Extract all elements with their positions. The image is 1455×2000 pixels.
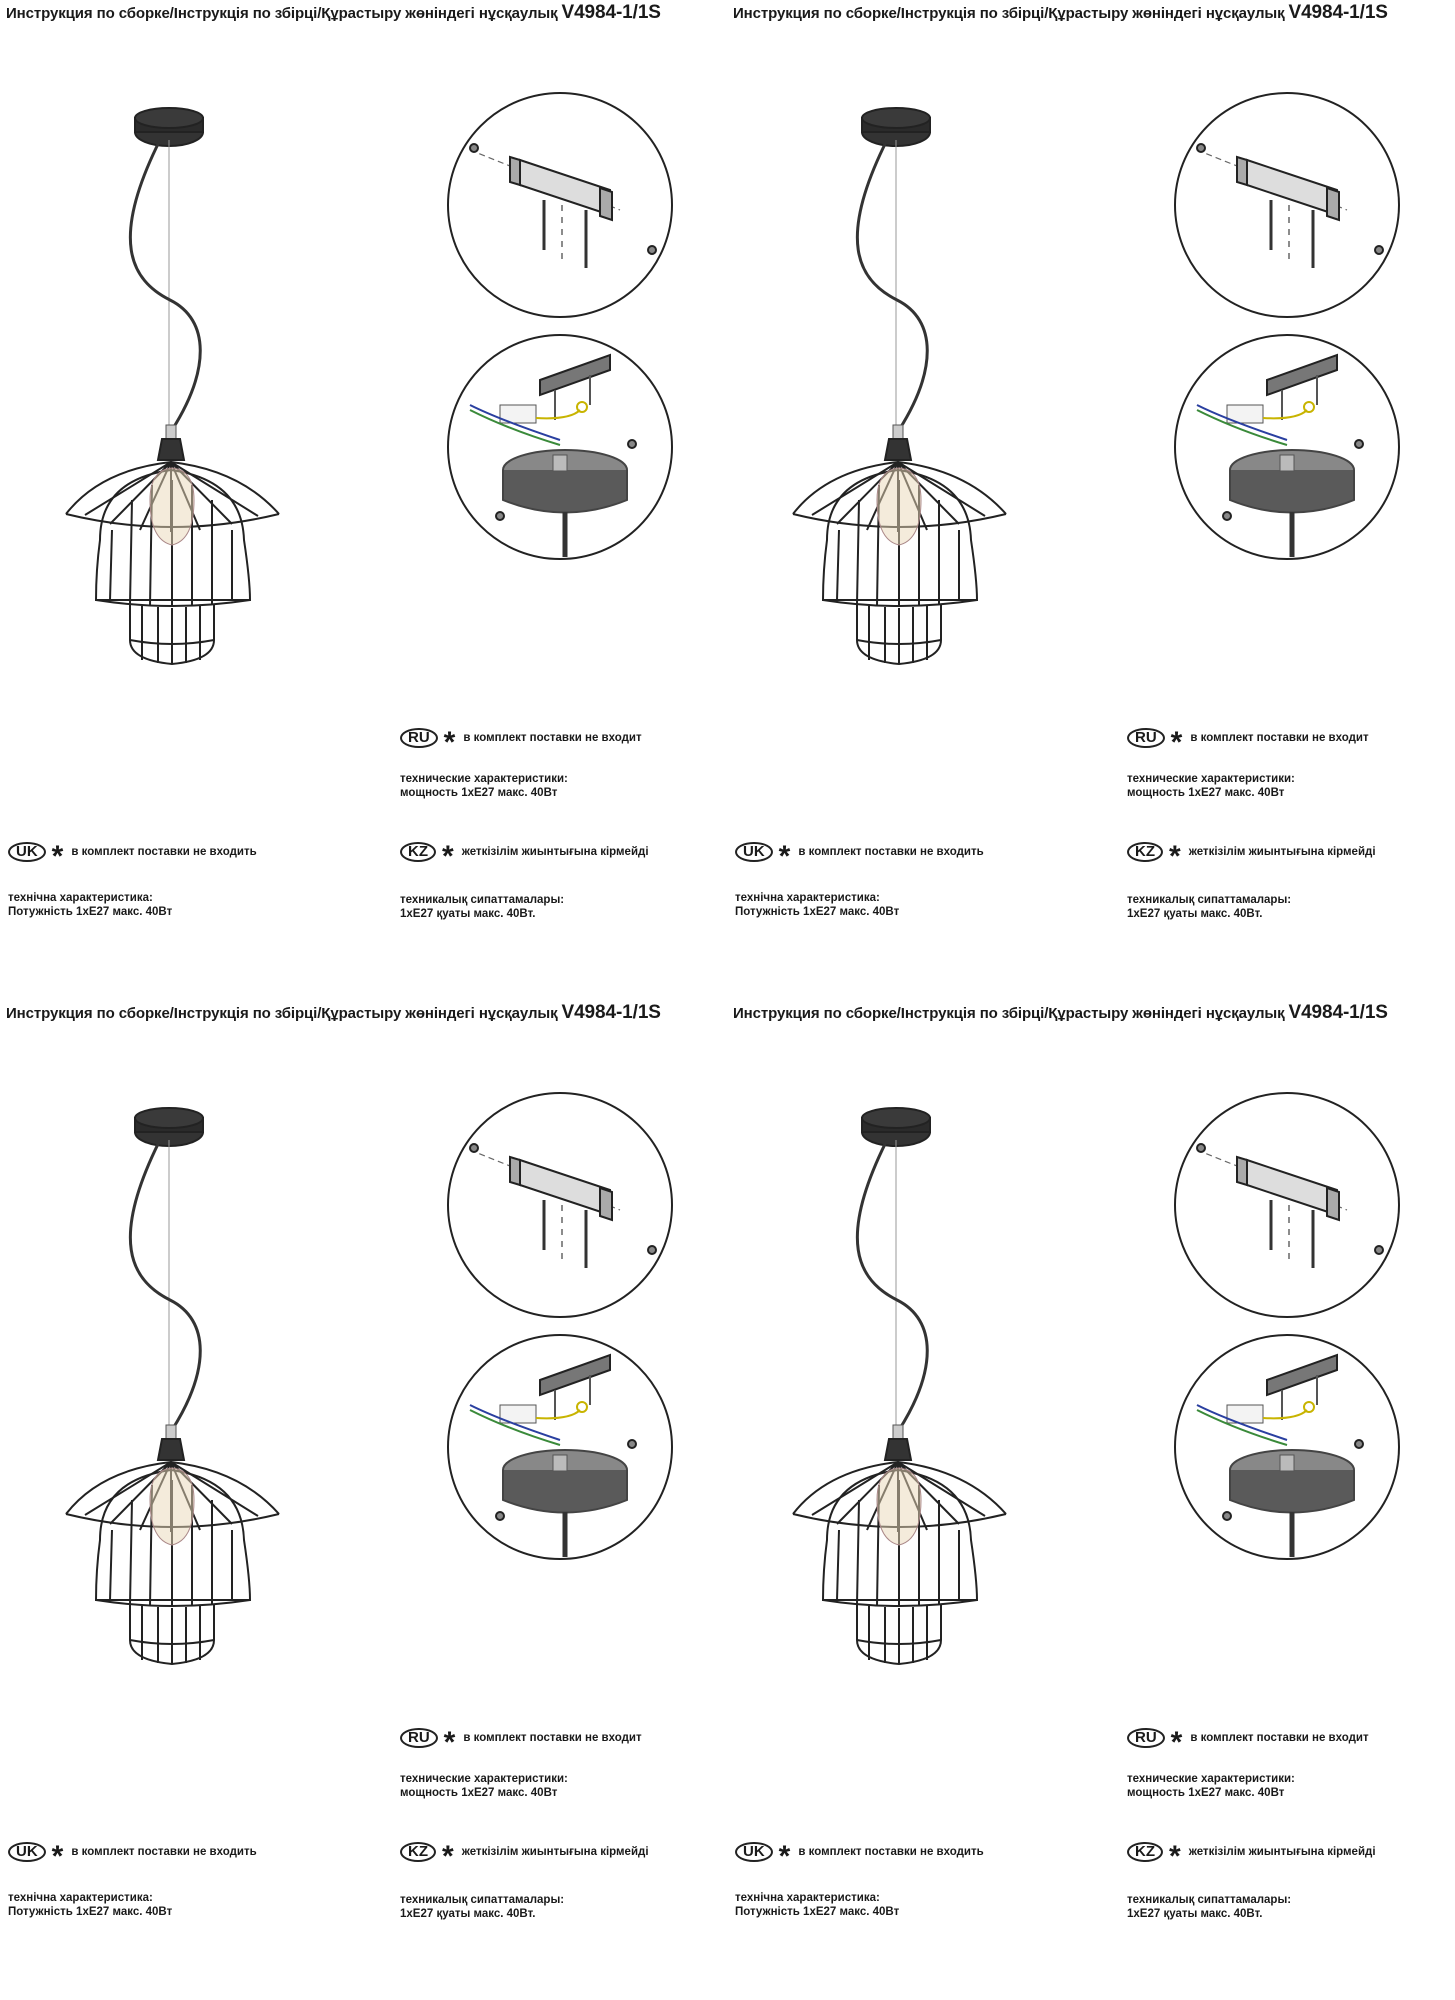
ru-not-included-text: в комплект поставки не входит	[463, 732, 642, 744]
uk-language-badge: UK	[8, 1842, 46, 1862]
uk-specs-title: технічна характеристика:	[8, 892, 153, 904]
title-text: Инструкция по сборке/Інструкція по збірці/Құрастыру жөніндегі нұсқаулық	[6, 1005, 558, 1022]
ru-specs-value: мощность 1хЕ27 макс. 40Вт	[400, 1787, 558, 1799]
uk-not-included-row	[8, 840, 257, 873]
asterisk-mark: *	[51, 1840, 64, 1873]
asterisk-mark: *	[442, 840, 454, 873]
ru-not-included-row	[400, 1726, 642, 1759]
kz-specs	[400, 893, 564, 921]
uk-language-badge: UK	[8, 842, 46, 862]
ru-specs	[1127, 1772, 1295, 1800]
kz-specs-title: техникалық сипаттамалары:	[400, 1894, 565, 1906]
pendant-lamp-icon	[793, 1108, 1006, 1664]
uk-specs-value: Потужність 1хЕ27 макс. 40Вт	[8, 906, 173, 918]
kz-not-included-text: жеткізілім жиынтығына кірмейді	[461, 1846, 649, 1858]
kz-specs-value: 1хЕ27 қуаты макс. 40Вт.	[1127, 1908, 1263, 1920]
ru-specs	[400, 1772, 568, 1800]
kz-not-included-text: жеткізілім жиынтығына кірмейді	[1188, 846, 1376, 858]
kz-language-badge: KZ	[400, 842, 436, 862]
ru-not-included-row	[1127, 726, 1369, 759]
asterisk-mark: *	[1169, 1840, 1181, 1873]
model-number: V4984-1/1S	[561, 2, 661, 23]
kz-not-included-row	[400, 840, 649, 873]
kz-not-included-text: жеткізілім жиынтығына кірмейді	[1188, 1846, 1376, 1858]
model-number: V4984-1/1S	[1288, 1002, 1388, 1023]
asterisk-mark: *	[443, 1726, 456, 1759]
kz-not-included-text: жеткізілім жиынтығына кірмейді	[461, 846, 649, 858]
ru-specs-value: мощность 1хЕ27 макс. 40Вт	[1127, 787, 1285, 799]
asterisk-mark: *	[443, 726, 456, 759]
ru-specs	[1127, 772, 1295, 800]
title-text: Инструкция по сборке/Інструкція по збірці/Құрастыру жөніндегі нұсқаулық	[733, 1005, 1285, 1022]
asterisk-mark: *	[442, 1840, 454, 1873]
uk-specs	[8, 1891, 172, 1919]
uk-specs	[735, 891, 899, 919]
ru-specs-title: технические характеристики:	[400, 1773, 568, 1785]
ru-specs-title: технические характеристики:	[1127, 773, 1295, 785]
title-text: Инструкция по сборке/Інструкція по збірці/Құрастыру жөніндегі нұсқаулық	[733, 5, 1285, 22]
model-number: V4984-1/1S	[1288, 2, 1388, 23]
uk-specs-value: Потужність 1хЕ27 макс. 40Вт	[735, 1906, 900, 1918]
uk-not-included-row	[735, 1840, 984, 1873]
ru-language-badge: RU	[1127, 1728, 1165, 1748]
kz-specs-value: 1хЕ27 қуаты макс. 40Вт.	[400, 908, 536, 920]
ru-specs-value: мощность 1хЕ27 макс. 40Вт	[400, 787, 558, 799]
ru-specs-title: технические характеристики:	[1127, 1773, 1295, 1785]
kz-specs-title: техникалық сипаттамалары:	[1127, 894, 1292, 906]
model-number: V4984-1/1S	[561, 1002, 661, 1023]
kz-specs-value: 1хЕ27 қуаты макс. 40Вт.	[1127, 908, 1263, 920]
pendant-lamp-icon	[793, 108, 1006, 664]
ru-language-badge: RU	[400, 1728, 438, 1748]
uk-not-included-text: в комплект поставки не входить	[71, 1846, 257, 1858]
uk-not-included-text: в комплект поставки не входить	[798, 846, 984, 858]
uk-not-included-text: в комплект поставки не входить	[798, 1846, 984, 1858]
kz-specs-title: техникалық сипаттамалары:	[400, 894, 565, 906]
ru-not-included-text: в комплект поставки не входит	[463, 1732, 642, 1744]
kz-language-badge: KZ	[1127, 842, 1163, 862]
asterisk-mark: *	[778, 1840, 791, 1873]
ru-not-included-row	[400, 726, 642, 759]
asterisk-mark: *	[51, 840, 64, 873]
asterisk-mark: *	[1170, 726, 1183, 759]
kz-specs-value: 1хЕ27 қуаты макс. 40Вт.	[400, 1908, 536, 1920]
kz-specs-title: техникалық сипаттамалары:	[1127, 1894, 1292, 1906]
instruction-panel	[0, 0, 727, 1000]
ru-specs-title: технические характеристики:	[400, 773, 568, 785]
instruction-panel	[0, 1000, 727, 2000]
kz-language-badge: KZ	[400, 1842, 436, 1862]
kz-not-included-row	[1127, 840, 1376, 873]
canopy-wiring-icon	[1175, 335, 1399, 559]
instruction-panel	[727, 1000, 1454, 2000]
mounting-bracket-icon	[1175, 1093, 1399, 1317]
pendant-lamp-icon	[66, 108, 279, 664]
ru-not-included-row	[1127, 1726, 1369, 1759]
asterisk-mark: *	[1170, 1726, 1183, 1759]
ru-language-badge: RU	[1127, 728, 1165, 748]
ru-specs	[400, 772, 568, 800]
ru-specs-value: мощность 1хЕ27 макс. 40Вт	[1127, 1787, 1285, 1799]
canopy-wiring-icon	[448, 1335, 672, 1559]
ru-not-included-text: в комплект поставки не входит	[1190, 1732, 1369, 1744]
uk-specs-value: Потужність 1хЕ27 макс. 40Вт	[735, 906, 900, 918]
kz-specs	[400, 1893, 564, 1921]
uk-language-badge: UK	[735, 842, 773, 862]
instruction-panel	[727, 0, 1454, 1000]
pendant-lamp-icon	[66, 1108, 279, 1664]
kz-not-included-row	[400, 1840, 649, 1873]
uk-specs-value: Потужність 1хЕ27 макс. 40Вт	[8, 1906, 173, 1918]
uk-not-included-row	[8, 1840, 257, 1873]
uk-specs-title: технічна характеристика:	[735, 892, 880, 904]
ru-language-badge: RU	[400, 728, 438, 748]
mounting-bracket-icon	[1175, 93, 1399, 317]
asterisk-mark: *	[1169, 840, 1181, 873]
title-text: Инструкция по сборке/Інструкція по збірці/Құрастыру жөніндегі нұсқаулық	[6, 5, 558, 22]
ru-not-included-text: в комплект поставки не входит	[1190, 732, 1369, 744]
kz-not-included-row	[1127, 1840, 1376, 1873]
asterisk-mark: *	[778, 840, 791, 873]
uk-specs-title: технічна характеристика:	[8, 1892, 153, 1904]
uk-specs	[735, 1891, 899, 1919]
uk-specs	[8, 891, 172, 919]
canopy-wiring-icon	[1175, 1335, 1399, 1559]
mounting-bracket-icon	[448, 1093, 672, 1317]
uk-not-included-text: в комплект поставки не входить	[71, 846, 257, 858]
kz-specs	[1127, 1893, 1291, 1921]
kz-language-badge: KZ	[1127, 1842, 1163, 1862]
uk-specs-title: технічна характеристика:	[735, 1892, 880, 1904]
canopy-wiring-icon	[448, 335, 672, 559]
mounting-bracket-icon	[448, 93, 672, 317]
uk-language-badge: UK	[735, 1842, 773, 1862]
kz-specs	[1127, 893, 1291, 921]
uk-not-included-row	[735, 840, 984, 873]
